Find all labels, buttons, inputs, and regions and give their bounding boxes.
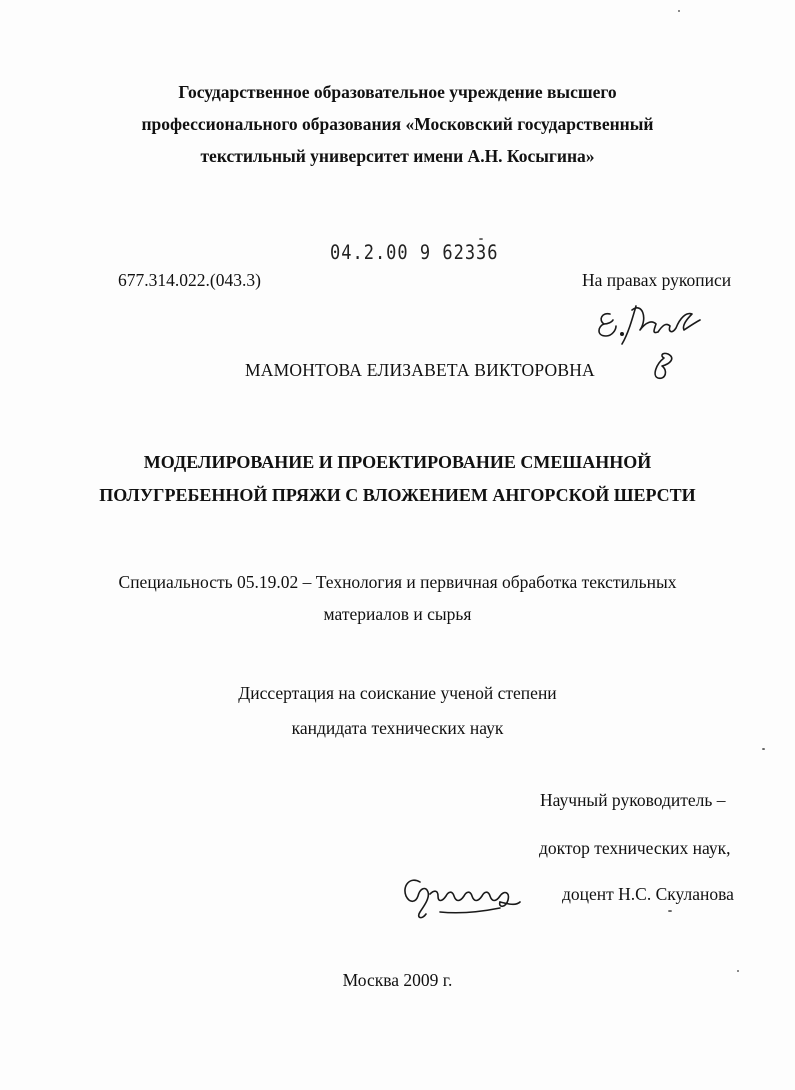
title-line: МОДЕЛИРОВАНИЕ И ПРОЕКТИРОВАНИЕ СМЕШАННОЙ: [143, 452, 652, 472]
degree-line: кандидата технических наук: [291, 718, 504, 738]
city-year: Москва 2009 г.: [342, 970, 453, 990]
advisor-name: доцент Н.С. Скуланова: [562, 884, 734, 904]
scan-speck: [678, 10, 680, 12]
scan-speck: [479, 238, 483, 240]
specialty: [0, 566, 795, 630]
degree-line: Диссертация на соискание ученой степени: [238, 683, 557, 703]
registration-stamp: 04.2.00 9 62336: [330, 241, 499, 265]
institution-line: профессионального образования «Московский государственный: [141, 114, 654, 134]
scan-speck: [668, 910, 672, 912]
udc-code: 677.314.022.(043.3): [118, 270, 261, 290]
rights-note: На правах рукописи: [582, 270, 732, 290]
scan-speck: [762, 748, 765, 750]
scan-speck: [737, 970, 739, 972]
advisor-signature: [400, 868, 526, 928]
specialty-line: материалов и сырья: [323, 604, 472, 624]
institution-line: текстильный университет имени А.Н. Косыгина»: [200, 146, 595, 166]
author-signature: [596, 296, 708, 382]
institution-name: [0, 76, 795, 172]
institution-line: Государственное образовательное учреждение высшего: [178, 82, 617, 102]
title-line: ПОЛУГРЕБЕННОЙ ПРЯЖИ С ВЛОЖЕНИЕМ АНГОРСКОЙ ШЕРСТИ: [99, 485, 696, 505]
advisor-degree: доктор технических наук,: [539, 838, 731, 858]
specialty-line: Специальность 05.19.02 – Технология и первичная обработка текстильных: [118, 572, 677, 592]
degree-statement: [0, 676, 795, 746]
advisor-role: Научный руководитель –: [540, 790, 726, 810]
author-name: МАМОНТОВА ЕЛИЗАВЕТА ВИКТОРОВНА: [245, 360, 595, 380]
dissertation-title: [0, 446, 795, 512]
